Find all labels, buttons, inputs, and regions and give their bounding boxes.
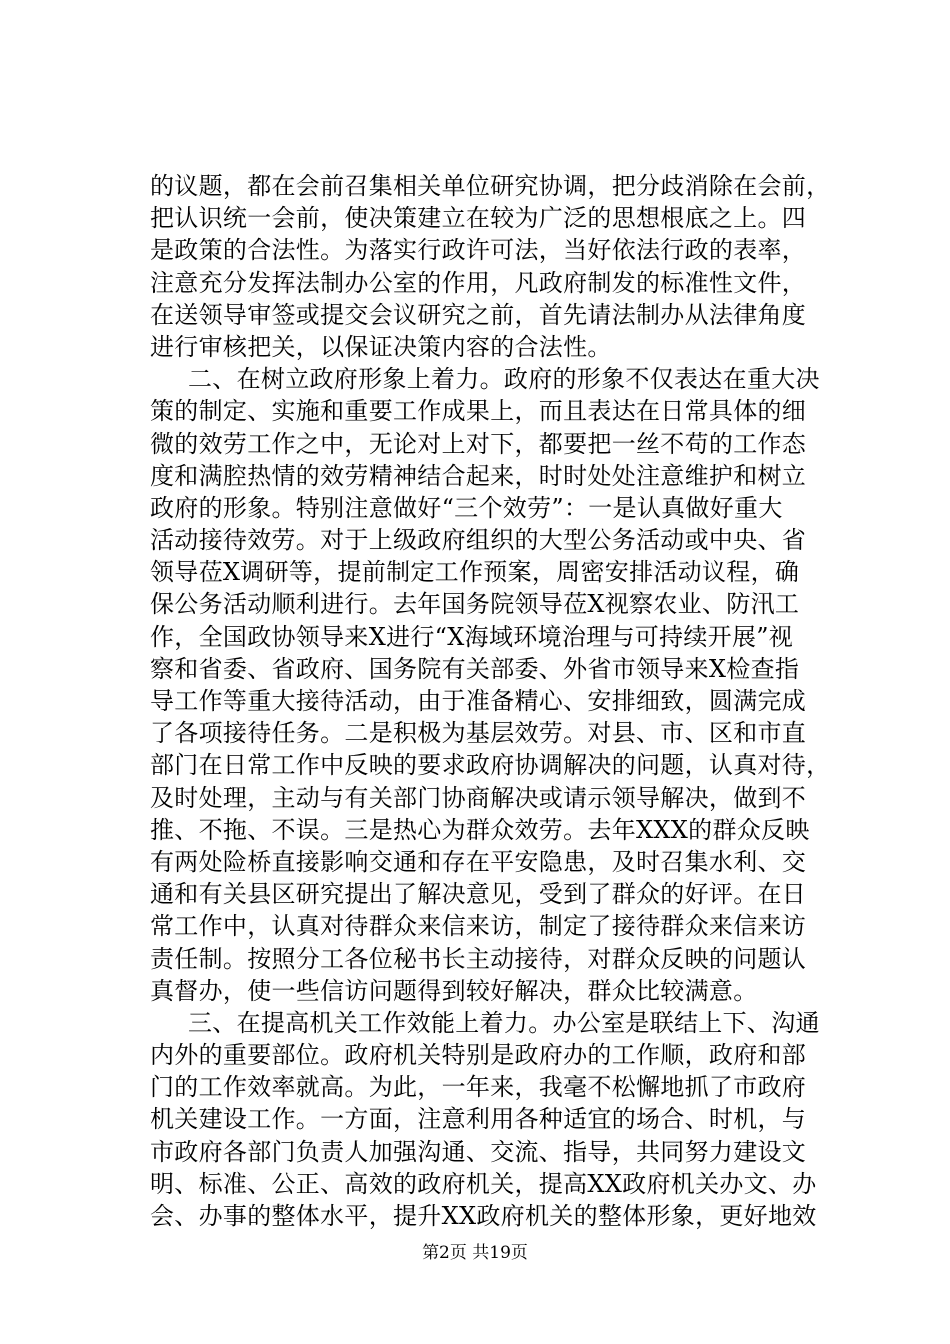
text-line: 在送领导审签或提交会议研究之前，首先请法制办从法律角度: [150, 300, 807, 329]
text-line: 内外的重要部位。政府机关特别是政府办的工作顺，政府和部: [150, 1041, 807, 1070]
text-line: 进行审核把关，以保证决策内容的合法性。: [150, 332, 612, 361]
text-line: 度和满腔热情的效劳精神结合起来，时时处处注意维护和树立: [150, 461, 807, 490]
text-line: 察和省委、省政府、国务院有关部委、外省市领导来X检查指: [150, 654, 800, 683]
text-line: 有两处险桥直接影响交通和存在平安隐患，及时召集水利、交: [150, 847, 807, 876]
text-line: 及时处理，主动与有关部门协商解决或请示领导解决，做到不: [150, 783, 807, 812]
text-line: 保公务活动顺利进行。去年国务院领导莅X视察农业、防汛工: [150, 590, 800, 619]
text-line: 微的效劳工作之中，无论对上对下，都要把一丝不苟的工作态: [150, 429, 807, 458]
text-line: 领导莅X调研等，提前制定工作预案，周密安排活动议程，确: [150, 558, 800, 587]
text-line: 政府的形象。特别注意做好“三个效劳”：一是认真做好重大: [150, 493, 783, 522]
text-line: 通和有关县区研究提出了解决意见，受到了群众的好评。在日: [150, 880, 807, 909]
text-line: 把认识统一会前，使决策建立在较为广泛的思想根底之上。四: [150, 204, 807, 233]
text-line: 市政府各部门负责人加强沟通、交流、指导，共同努力建设文: [150, 1137, 807, 1166]
text-line: 作，全国政协领导来X进行“X海域环境治理与可持续开展”视: [150, 622, 794, 651]
paragraph-start-line: 三、在提高机关工作效能上着力。办公室是联结上下、沟通: [188, 1008, 820, 1037]
text-line: 了各项接待任务。二是积极为基层效劳。对县、市、区和市直: [150, 719, 807, 748]
text-line: 注意充分发挥法制办公室的作用，凡政府制发的标准性文件，: [150, 268, 807, 297]
text-line: 策的制定、实施和重要工作成果上，而且表达在日常具体的细: [150, 397, 807, 426]
text-line: 部门在日常工作中反映的要求政府协调解决的问题，认真对待，: [150, 751, 831, 780]
text-line: 门的工作效率就高。为此，一年来，我毫不松懈地抓了市政府: [150, 1073, 807, 1102]
text-line: 的议题，都在会前召集相关单位研究协调，把分歧消除在会前，: [150, 172, 831, 200]
paragraph-start-line: 二、在树立政府形象上着力。政府的形象不仅表达在重大决: [188, 365, 820, 394]
text-line: 机关建设工作。一方面，注意利用各种适宜的场合、时机，与: [150, 1105, 807, 1134]
text-line: 责任制。按照分工各位秘书长主动接待，对群众反映的问题认: [150, 944, 807, 973]
text-line: 推、不拖、不误。三是热心为群众效劳。去年XXX的群众反映: [150, 815, 810, 844]
page-number-footer: 第2页 共19页: [422, 1243, 528, 1263]
document-body: [150, 170, 831, 1232]
text-line: 真督办，使一些信访问题得到较好解决，群众比较满意。: [150, 976, 758, 1005]
text-line: 常工作中，认真对待群众来信来访，制定了接待群众来信来访: [150, 912, 807, 941]
text-line: 明、标准、公正、高效的政府机关，提高XX政府机关办文、办: [150, 1169, 817, 1198]
text-line: 导工作等重大接待活动，由于准备精心、安排细致，圆满完成: [150, 687, 807, 715]
text-line: 是政策的合法性。为落实行政许可法，当好依法行政的表率，: [150, 236, 807, 265]
text-line: 活动接待效劳。对于上级政府组织的大型公务活动或中央、省: [150, 526, 807, 555]
text-line: 会、办事的整体水平，提升XX政府机关的整体形象，更好地效: [150, 1202, 817, 1230]
